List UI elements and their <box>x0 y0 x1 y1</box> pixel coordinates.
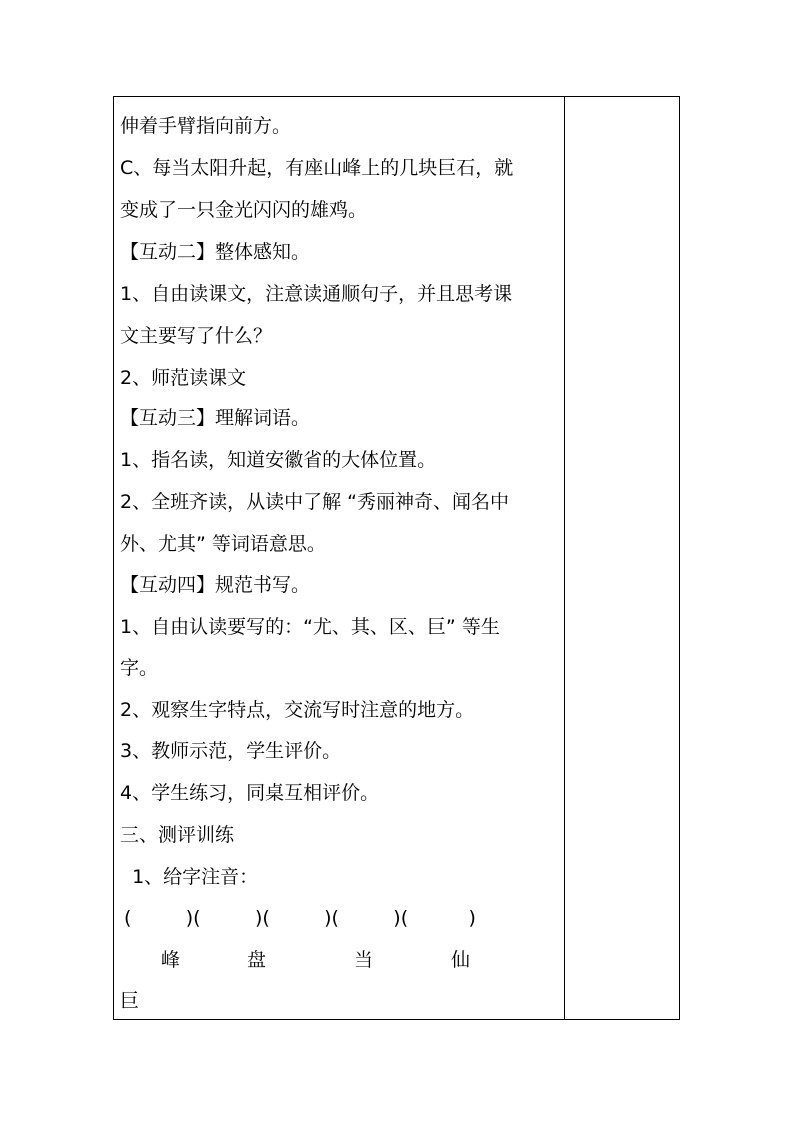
text-line: 2、全班齐读，从读中了解 “秀丽神奇、闻名中 <box>120 491 509 513</box>
text-line: 1、指名读，知道安徽省的大体位置。 <box>120 449 437 471</box>
pinyin-char: 峰 <box>161 949 181 971</box>
text-line: 字。 <box>120 657 159 679</box>
section-heading: 【互动二】整体感知。 <box>120 241 311 263</box>
section-heading: 【互动四】规范书写。 <box>120 574 311 596</box>
text-line: 伸着手臂指向前方。 <box>120 115 292 137</box>
text-line: 1、自由读课文，注意读通顺句子，并且思考课 <box>120 283 513 305</box>
text-line: 文主要写了什么？ <box>120 325 273 347</box>
pinyin-char: 盘 <box>247 949 267 971</box>
text-line: 1、自由认读要写的：“尤、其、区、巨” 等生 <box>120 616 500 638</box>
pinyin-char: 巨 <box>120 990 140 1012</box>
section-heading: 三、测评训练 <box>120 824 235 846</box>
exercise-prompt: 1、给字注音： <box>120 866 259 888</box>
text-line: 外、尤其” 等词语意思。 <box>120 533 326 555</box>
text-line: 2、观察生字特点，交流写时注意的地方。 <box>120 699 475 721</box>
pinyin-blanks: ( )( )( )( )( ) <box>124 907 476 929</box>
pinyin-char: 当 <box>354 949 374 971</box>
pinyin-char: 仙 <box>451 949 471 971</box>
lesson-content-cell <box>114 97 564 1019</box>
text-line: C、每当太阳升起，有座山峰上的几块巨石，就 <box>120 157 514 179</box>
notes-cell <box>565 97 679 1019</box>
section-heading: 【互动三】理解词语。 <box>120 407 311 429</box>
text-line: 3、教师示范，学生评价。 <box>120 740 342 762</box>
text-line: 2、师范读课文 <box>120 367 247 389</box>
lesson-table <box>113 96 680 1020</box>
text-line: 4、学生练习，同桌互相评价。 <box>120 782 380 804</box>
text-line: 变成了一只金光闪闪的雄鸡。 <box>120 199 368 221</box>
